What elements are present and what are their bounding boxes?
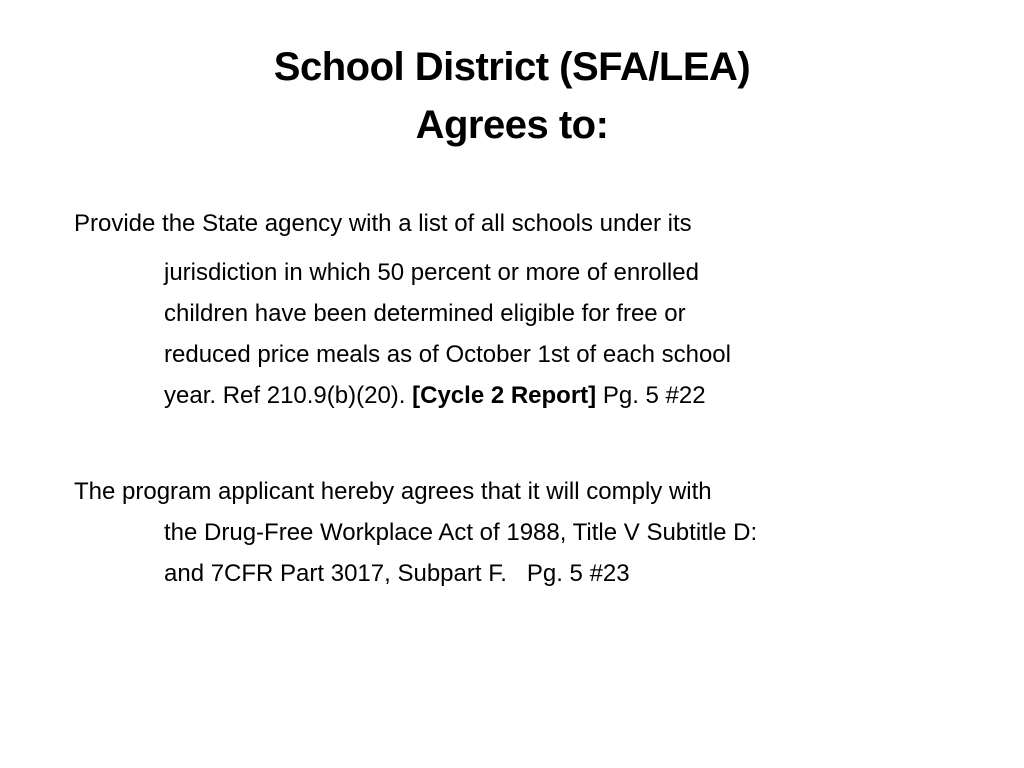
paragraph-line: the Drug-Free Workplace Act of 1988, Title V Subtitle D: [164,519,758,546]
paragraph-drug-free [74,472,954,594]
slide-body [74,204,954,594]
paragraph-line: children have been determined eligible for free or [164,300,686,327]
paragraph-line [164,375,954,416]
paragraph-line: and 7CFR Part 3017, Subpart F. Pg. 5 #23 [164,560,630,587]
paragraph-school-list [74,204,954,416]
reference-text: year. Ref 210.9(b)(20). [164,382,413,409]
title-line-1: School District (SFA/LEA) [273,45,751,89]
title-line-2: Agrees to: [415,103,609,147]
paragraph-line: jurisdiction in which 50 percent or more of enrolled [164,259,699,286]
paragraph-continuation [164,252,954,416]
paragraph-line: Provide the State agency with a list of all schools under its [74,210,692,237]
paragraph-line: The program applicant hereby agrees that it will comply with [74,478,712,505]
paragraph-line: reduced price meals as of October 1st of each school [164,341,731,368]
paragraph-continuation [164,512,954,594]
cycle-report-label: [Cycle 2 Report] [412,382,597,409]
page-reference: Pg. 5 #22 [596,382,706,409]
slide-title [0,38,1024,154]
